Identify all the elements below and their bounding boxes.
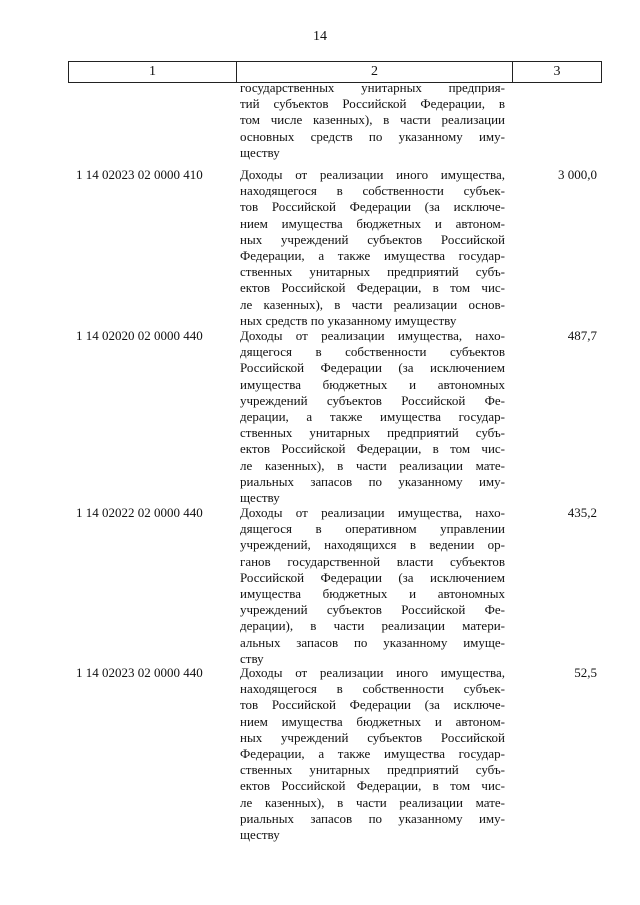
desc-line: риальных запасов по указанному иму-	[240, 810, 505, 826]
desc-line: имущества бюджетных и автономных	[240, 376, 505, 392]
desc-line: Доходы от реализации имущества, нахо-	[240, 505, 505, 520]
desc-line: Доходы от реализации иного имущества,	[240, 665, 505, 680]
page-number: 14	[313, 29, 327, 44]
desc-line: Российской Федерации (за исключением	[240, 569, 505, 585]
desc-line: учреждений субъектов Российской Фе-	[240, 392, 505, 408]
desc-line: Доходы от реализации иного имущества,	[240, 167, 505, 182]
desc-line: ственных унитарных предприятий субъ-	[240, 425, 505, 441]
desc-line: тов Российской Федерации (за исключе-	[240, 199, 505, 215]
desc-line: дерации), в части реализации матери-	[240, 618, 505, 634]
desc-line: ных учреждений субъектов Российской	[240, 231, 505, 247]
desc-line: тий субъектов Российской Федерации, в	[240, 96, 505, 112]
row-description	[240, 505, 505, 667]
desc-line: ществу	[240, 490, 280, 506]
desc-line: Федерации, а также имущества государ-	[240, 248, 505, 264]
desc-line: нием имущества бюджетных и автоном-	[240, 713, 505, 729]
desc-line: Доходы от реализации имущества, нахо-	[240, 328, 505, 343]
row-description	[240, 328, 505, 506]
desc-line: дящегося в оперативном управлении	[240, 521, 505, 537]
desc-line: тов Российской Федерации (за исключе-	[240, 697, 505, 713]
desc-line: ганов государственной власти субъектов	[240, 553, 505, 569]
desc-line: ству	[240, 650, 264, 666]
header-col-3: 3	[553, 64, 561, 79]
desc-line: нием имущества бюджетных и автоном-	[240, 215, 505, 231]
continuation-description	[240, 80, 505, 161]
desc-line: ственных унитарных предприятий субъ-	[240, 264, 505, 280]
header-col-1: 1	[69, 62, 237, 82]
desc-line: том числе казенных), в части реализации	[240, 112, 505, 128]
desc-line: ле казенных), в части реализации основ-	[240, 296, 505, 312]
desc-line: государственных унитарных предприя-	[240, 80, 505, 95]
row-code: 1 14 02023 02 0000 440	[76, 665, 203, 680]
row-value: 52,5	[574, 665, 597, 680]
desc-line: ектов Российской Федерации, в том чис-	[240, 778, 505, 794]
desc-line: ных учреждений субъектов Российской	[240, 729, 505, 745]
desc-line: Российской Федерации (за исключением	[240, 360, 505, 376]
row-value: 3 000,0	[558, 167, 597, 182]
row-code: 1 14 02020 02 0000 440	[76, 328, 203, 343]
desc-line: риальных запасов по указанному иму-	[240, 473, 505, 489]
desc-line: ектов Российской Федерации, в том чис-	[240, 441, 505, 457]
desc-line: ле казенных), в части реализации мате-	[240, 794, 505, 810]
desc-line: находящегося в собственности субъек-	[240, 183, 505, 199]
desc-line: имущества бюджетных и автономных	[240, 586, 505, 602]
desc-line: находящегося в собственности субъек-	[240, 681, 505, 697]
desc-line: ектов Российской Федерации, в том чис-	[240, 280, 505, 296]
row-value: 435,2	[567, 505, 597, 520]
desc-line: дерации, а также имущества государ-	[240, 409, 505, 425]
desc-line: дящегося в собственности субъектов	[240, 344, 505, 360]
desc-line: учреждений субъектов Российской Фе-	[240, 602, 505, 618]
header-col-2: 2	[237, 62, 513, 82]
desc-line: ществу	[240, 827, 280, 843]
row-description	[240, 665, 505, 843]
row-code: 1 14 02022 02 0000 440	[76, 505, 203, 520]
desc-line: ле казенных), в части реализации мате-	[240, 457, 505, 473]
desc-line: Федерации, а также имущества государ-	[240, 746, 505, 762]
desc-line: альных запасов по указанному имуще-	[240, 634, 505, 650]
row-description	[240, 167, 505, 329]
row-code: 1 14 02023 02 0000 410	[76, 167, 203, 182]
desc-line: ществу	[240, 144, 280, 160]
desc-line: учреждений, находящихся в ведении ор-	[240, 537, 505, 553]
desc-line: ных средств по указанному имуществу	[240, 312, 457, 328]
desc-line: основных средств по указанному иму-	[240, 128, 505, 144]
desc-line: ственных унитарных предприятий субъ-	[240, 762, 505, 778]
row-value: 487,7	[567, 328, 597, 343]
